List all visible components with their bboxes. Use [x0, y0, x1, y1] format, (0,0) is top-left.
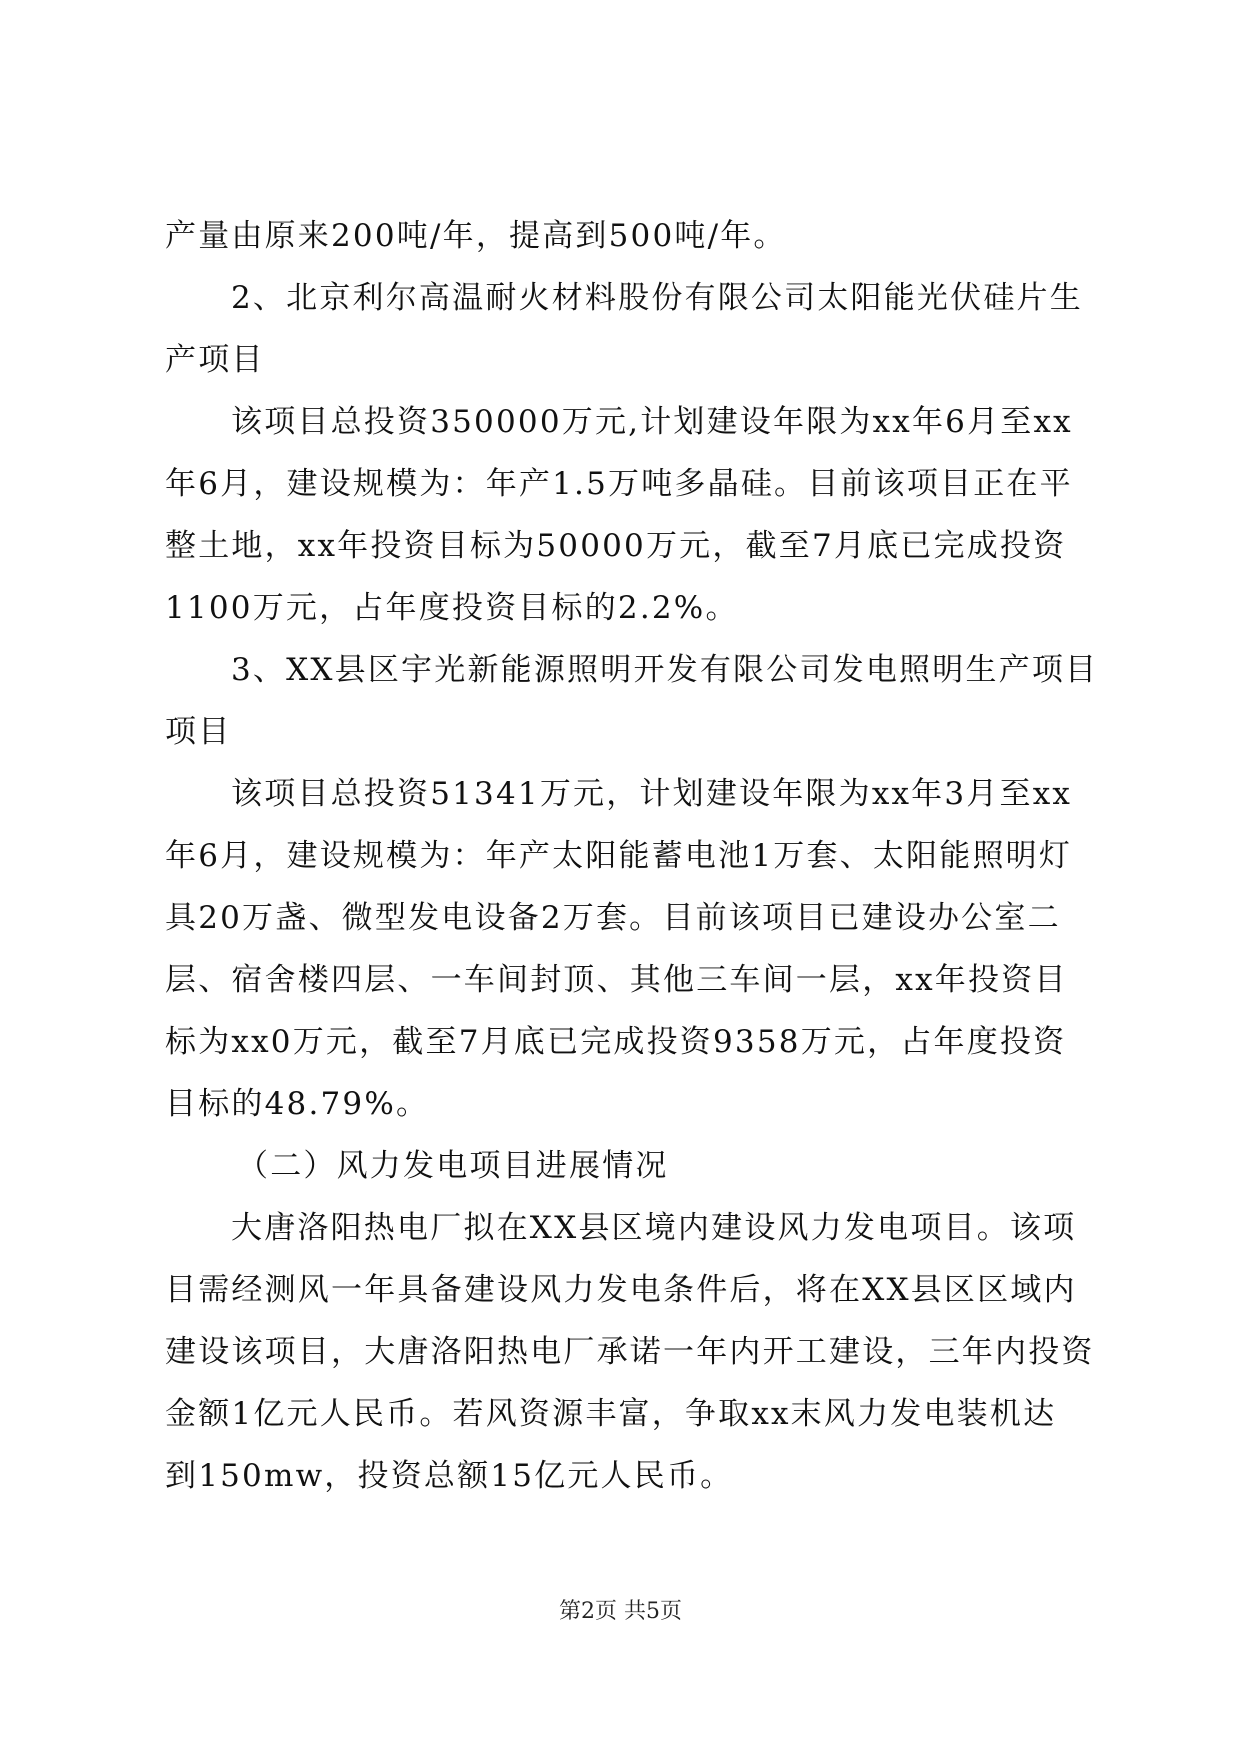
body-line: 该项目总投资51341万元，计划建设年限为xx年3月至xx [231, 776, 1073, 812]
item-heading-line: 2、北京利尔高温耐火材料股份有限公司太阳能光伏硅片生 [231, 280, 1083, 316]
body-line: 该项目总投资350000万元,计划建设年限为xx年6月至xx [231, 404, 1073, 440]
body-line: 1100万元，占年度投资目标的2.2%。 [165, 590, 739, 626]
body-line: 大唐洛阳热电厂拟在XX县区境内建设风力发电项目。该项 [231, 1210, 1077, 1246]
body-line: 整土地，xx年投资目标为50000万元，截至7月底已完成投资 [165, 528, 1067, 564]
body-line: 具20万盏、微型发电设备2万套。目前该项目已建设办公室二 [165, 900, 1061, 936]
page-number-footer: 第2页 共5页 [559, 1599, 682, 1624]
item-heading-continuation: 产项目 [165, 342, 265, 378]
document-body [165, 205, 1099, 1507]
body-line: 到150mw，投资总额15亿元人民币。 [165, 1458, 734, 1494]
body-line: 目标的48.79%。 [165, 1086, 430, 1122]
body-line: 目需经测风一年具备建设风力发电条件后，将在XX县区区域内 [165, 1272, 1077, 1308]
body-line: 产量由原来200吨/年，提高到500吨/年。 [165, 218, 787, 254]
body-line: 建设该项目，大唐洛阳热电厂承诺一年内开工建设，三年内投资 [165, 1334, 1095, 1370]
body-line: 年6月，建设规模为：年产1.5万吨多晶硅。目前该项目正在平 [165, 466, 1073, 502]
item-heading-continuation: 项目 [165, 714, 232, 750]
body-line: 标为xx0万元，截至7月底已完成投资9358万元，占年度投资 [165, 1024, 1067, 1060]
section-heading: （二）风力发电项目进展情况 [237, 1148, 669, 1184]
body-line: 年6月，建设规模为：年产太阳能蓄电池1万套、太阳能照明灯 [165, 838, 1073, 874]
body-line: 金额1亿元人民币。若风资源丰富，争取xx末风力发电装机达 [165, 1396, 1057, 1432]
body-line: 层、宿舍楼四层、一车间封顶、其他三车间一层，xx年投资目 [165, 962, 1068, 998]
item-heading-line: 3、XX县区宇光新能源照明开发有限公司发电照明生产项目 [231, 652, 1099, 688]
